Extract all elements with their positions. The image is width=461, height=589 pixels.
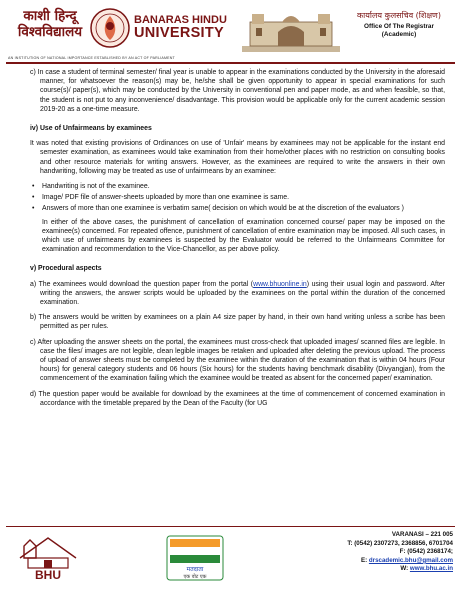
university-seal-icon <box>90 6 130 50</box>
registrar-en-line1: Office Of The Registrar <box>364 23 434 30</box>
university-gate-icon <box>242 8 340 52</box>
email-line <box>347 557 453 566</box>
vote-text: मतदाता <box>186 566 204 573</box>
address: VARANASI – 221 005 <box>391 531 453 538</box>
para-unfairmeans: It was noted that existing provisions of Ordinances on use of 'Unfair' means by examinees may not be applicable for the instant end semester examination, as examinees would take examination from their home/other places with no restriction on consulting books and other resource materials for writing answers. However, as the examinees are required to write the answers in their own handwriting, following may be treated as use of unfairmeans by an examinee: <box>30 140 445 175</box>
tagline: AN INSTITUTION OF NATIONAL IMPORTANCE ESTABLISHED BY AN ACT OF PARLIAMENT <box>8 56 175 60</box>
para-c-upload: c) After uploading the answer sheets on the portal, the examinees must cross-check that uploaded images/ scanned files are legible. In case the files/ images are not legible, clean legible images be retaken and uploaded after deleting the previous upload. The process of upload of answer sheets must be completed by the examinee within the duration of the examination that is within 04 hours (Four hours) for general category students and 06 hours (Six hours) for the students having benchmark disability (Divyangjan), from the commencement of the examination failing which the examinee would be treated as absent for the concerned paper/ examination. <box>30 338 445 383</box>
letter-body <box>30 68 445 414</box>
vote-subtext: एक वोट एक <box>183 574 207 580</box>
header-divider <box>6 62 455 64</box>
para-c-special-exams: c) In case a student of terminal semester/ final year is unable to appear in the examinations conducted by the University in the aforesaid manner, for whatsoever the reason(s) may be, he/she shall be given opportunity to appear in special examinations for such course(s)/ paper(s), which may be conducted by the University in conventional pen and paper mode, as and when feasible, so that, the student is not put to any inconvenience/ disadvantage. This provision would be applicable only for the current academic session 2019-20 as a one-time measure. <box>30 69 445 113</box>
heading-procedural: v) Procedural aspects <box>30 265 102 273</box>
email-link[interactable]: drscademic.bhu@gmail.com <box>368 556 453 564</box>
eng-name-line1: BANARAS HINDU <box>134 14 227 26</box>
eng-name-line2: UNIVERSITY <box>134 25 225 41</box>
university-hindi-name <box>14 8 86 40</box>
email-label: E: <box>360 556 368 564</box>
bhu-logo-icon <box>18 532 78 582</box>
hindi-name-line1: काशी हिन्दू <box>23 8 77 24</box>
punishment-paragraph: In either of the above cases, the punishment of cancellation of examination concerned course/ paper may be imposed on the examinee(s) concerned. For repeated offence, punishment of cancellation of entire examination may be imposed. All such cases, in which use of unfairmeans by examinees is suspected by the Evaluator would be referred to the Unfairmeans Committee for examination and recommendation to the Vice-Chancellor, as per above policy. <box>42 218 445 254</box>
list-item: • Handwriting is not of the examinee. <box>30 182 445 191</box>
heading-unfairmeans: iv) Use of Unfairmeans by examinees <box>30 125 152 133</box>
bhu-logo-text: BHU <box>35 568 61 582</box>
unfairmeans-list <box>30 182 445 214</box>
para-d-question-paper: d) The question paper would be available for download by the examinees at the time of commencement of concerned examination in accordance with the timetable prepared by the Dean of the Faculty (for UG <box>30 390 445 407</box>
para-a-text-end: ) using their usual login and password. After writing the answers, the answer scripts would be uploaded by the examinees on the portal within the duration of the concerned examination. <box>40 280 445 307</box>
list-item: • Image/ PDF file of answer-sheets uploaded by more than one examinee is same. <box>30 193 445 202</box>
web-line <box>347 565 453 574</box>
hindi-name-line2: विश्वविद्यालय <box>17 24 83 40</box>
registrar-hindi: कार्यालय कुलसचिव (शिक्षण) <box>357 11 441 20</box>
registrar-english <box>351 23 447 39</box>
para-a-download <box>30 280 445 308</box>
para-b-handwriting: b) The answers would be written by examinees on a plain A4 size paper by hand, in their own hand writing unless a scribe has been permitted as per rules. <box>30 314 445 331</box>
contact-info <box>347 531 453 574</box>
portal-link[interactable]: www.bhuonline.in <box>253 280 307 288</box>
voter-awareness-icon <box>166 535 224 581</box>
letterhead <box>14 4 451 58</box>
university-english-name <box>134 14 227 40</box>
registrar-office <box>351 10 447 39</box>
footer-divider <box>6 526 455 527</box>
web-label: W: <box>400 565 409 573</box>
list-item: • Answers of more than one examinee is verbatim same( decision on which would be at the discretion of the evaluators ) <box>30 204 445 213</box>
fax: F: (0542) 2368174; <box>399 548 453 556</box>
telephone: T: (0542) 2307273, 2368856, 6701704 <box>347 539 453 547</box>
para-a-text: a) The examinees would download the question paper from the portal ( <box>30 280 254 288</box>
registrar-en-line2: (Academic) <box>381 31 417 38</box>
website-link[interactable]: www.bhu.ac.in <box>409 565 453 573</box>
letter-footer <box>0 529 461 587</box>
